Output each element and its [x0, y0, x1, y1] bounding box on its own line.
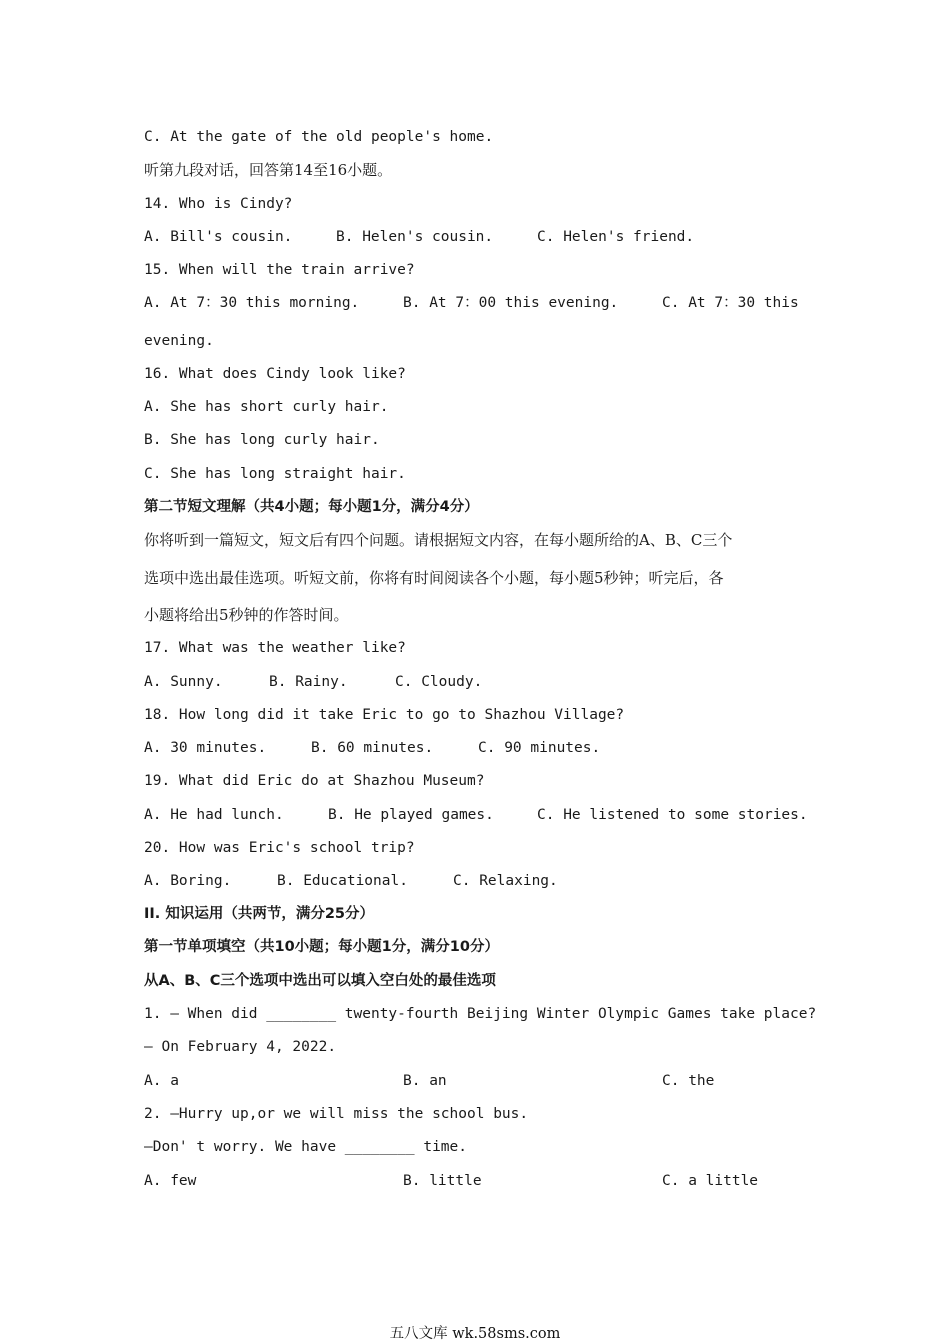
option-c: C. Cloudy. [395, 674, 483, 690]
question-15: 15. When will the train arrive? [144, 262, 415, 278]
option-a: A. a [144, 1073, 179, 1089]
option-a: A. Sunny. [144, 674, 223, 690]
section-instruction: 从A、B、C三个选项中选出可以填入空白处的最佳选项 [144, 973, 496, 989]
option-c: C. Relaxing. [453, 873, 558, 889]
option-a: A. At 7：30 this morning. [144, 295, 360, 311]
question-16: 16. What does Cindy look like? [144, 366, 406, 382]
question-17: 17. What was the weather like? [144, 640, 406, 656]
option-c: C. a little [662, 1173, 759, 1189]
option-c: C. She has long straight hair. [144, 466, 406, 482]
option-a: A. He had lunch. [144, 807, 284, 823]
option-c: C. the [662, 1073, 715, 1089]
option-b: B. Rainy. [269, 674, 348, 690]
instruction-line: 你将听到一篇短文，短文后有四个问题。请根据短文内容，在每小题所给的A、B、C三个 [144, 531, 733, 549]
dialogue-response: —Don' t worry. We have ________ time. [144, 1139, 468, 1155]
option-b: B. an [403, 1073, 447, 1089]
option-line: C. At the gate of the old people's home. [144, 129, 494, 145]
option-a: A. few [144, 1173, 197, 1189]
option-c: C. Helen's friend. [537, 229, 695, 245]
question-14: 14. Who is Cindy? [144, 196, 293, 212]
section-heading: 第一节单项填空（共10小题；每小题1分，满分10分） [144, 939, 499, 955]
part-heading: II. 知识运用（共两节，满分25分） [144, 906, 375, 922]
question-1: 1. — When did ________ twenty-fourth Beijing Winter Olympic Games take place? [144, 1006, 817, 1022]
dialogue-response: — On February 4, 2022. [144, 1039, 337, 1055]
option-b: B. She has long curly hair. [144, 432, 380, 448]
option-c: C. 90 minutes. [478, 740, 601, 756]
section-heading: 第二节短文理解（共4小题；每小题1分，满分4分） [144, 499, 479, 515]
option-a: A. 30 minutes. [144, 740, 267, 756]
option-c: C. He listened to some stories. [537, 807, 808, 823]
question-20: 20. How was Eric's school trip? [144, 840, 415, 856]
option-a: A. Bill's cousin. [144, 229, 293, 245]
section-instruction: 听第九段对话，回答第14至16小题。 [144, 161, 393, 179]
option-a: A. She has short curly hair. [144, 399, 389, 415]
question-19: 19. What did Eric do at Shazhou Museum? [144, 773, 485, 789]
page-footer-watermark: 五八文库 wk.58sms.com [389, 1326, 561, 1342]
instruction-line: 选项中选出最佳选项。听短文前，你将有时间阅读各个小题，每小题5秒钟；听完后，各 [144, 569, 724, 587]
option-b: B. 60 minutes. [311, 740, 434, 756]
instruction-line: 小题将给出5秒钟的作答时间。 [144, 606, 349, 624]
option-b: B. Helen's cousin. [336, 229, 494, 245]
option-a: A. Boring. [144, 873, 232, 889]
option-b: B. little [403, 1173, 482, 1189]
option-b: B. He played games. [328, 807, 494, 823]
question-2: 2. —Hurry up,or we will miss the school bus. [144, 1106, 529, 1122]
option-c-continued: evening. [144, 333, 214, 349]
question-18: 18. How long did it take Eric to go to Shazhou Village? [144, 707, 625, 723]
option-b: B. At 7：00 this evening. [403, 295, 619, 311]
option-c: C. At 7：30 this [662, 295, 799, 311]
option-b: B. Educational. [277, 873, 408, 889]
